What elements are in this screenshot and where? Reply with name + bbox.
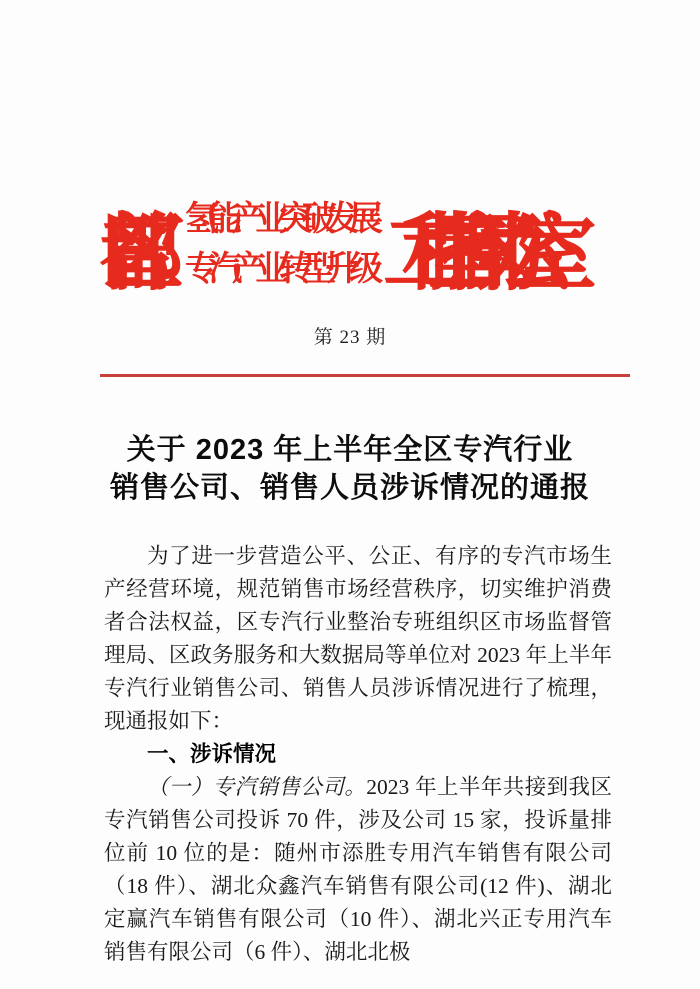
title-line-1: 关于 2023 年上半年全区专汽行业 <box>126 434 574 466</box>
masthead-suffix: 工程指挥部办公室 <box>383 208 597 294</box>
paragraph-section-1-text: 2023 年上半年共接到我区专汽销售公司投诉 70 件，涉及公司 15 家，投诉量排位前 10 位的是：随州市添胜专用汽车销售有限公司（18 件）、湖北众鑫汽车销售有限公司(12 件)、湖北定赢汽车销售有限公司（10 件）、湖北兴正专用汽车销售有限公司（6 件）、湖北北极 <box>104 775 612 964</box>
paragraph-section-1-lead: （一）专汽销售公司。 <box>147 775 367 799</box>
title-line-2: 销售公司、销售人员涉诉情况的通报 <box>109 472 590 504</box>
issue-number: 第 23 期 <box>313 327 387 348</box>
red-masthead <box>100 199 597 294</box>
paragraph-section-1 <box>104 771 612 969</box>
masthead-stacked-line-2: 专汽产业转型升级 <box>185 251 383 288</box>
paragraph-intro: 为了进一步营造公平、公正、有序的专汽市场生产经营环境，规范销售市场经营秩序，切实维护消费者合法权益，区专汽行业整治专班组织区市场监督管理局、区政务服务和大数据局等单位对 2023 年上半年专汽行业销售公司、销售人员涉诉情况进行了梳理，现通报如下： <box>104 544 612 733</box>
red-divider-line <box>100 374 630 377</box>
masthead-prefix: 曾都区 <box>100 208 185 294</box>
masthead-stacked-line-1: 氢能产业突破发展 <box>185 201 383 238</box>
section-1-heading: 一、涉诉情况 <box>147 742 277 766</box>
document-title <box>0 431 700 507</box>
document-body <box>104 540 612 969</box>
